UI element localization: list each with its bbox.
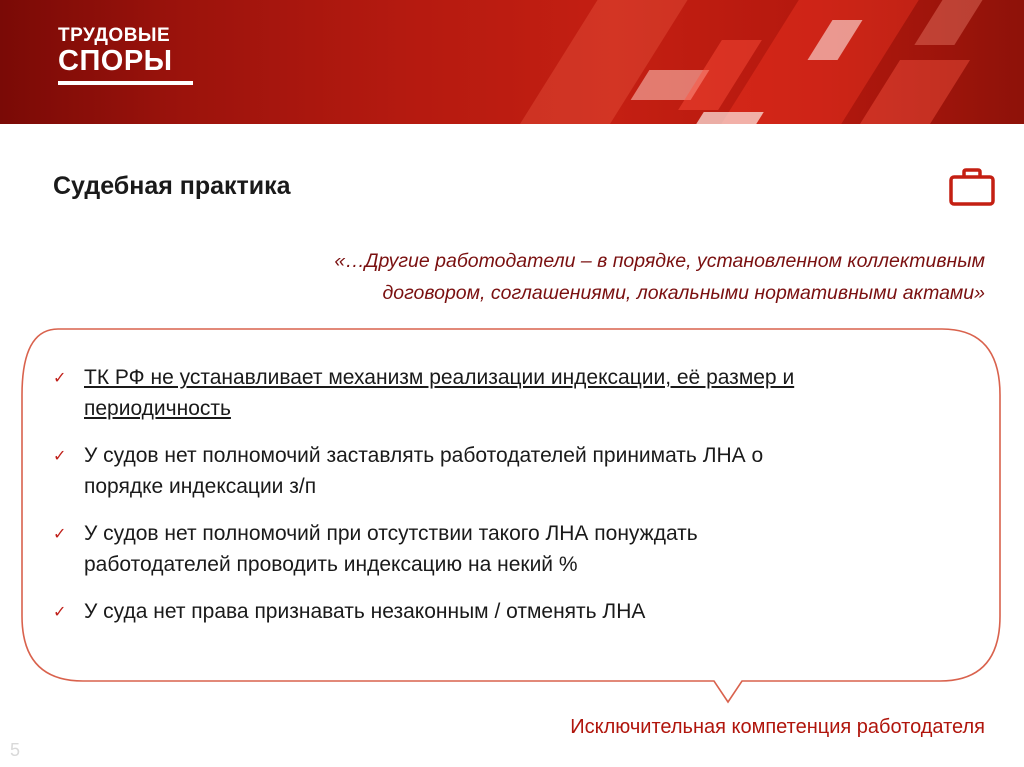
quote-line2: договором, соглашениями, локальными нормативными актами» [382,282,985,304]
logo-line2: СПОРЫ [58,45,173,77]
item-text: У судов нет полномочий заставлять работодателей принимать ЛНА о [84,444,764,467]
item-text: работодателей проводить индексацию на некий % [84,553,578,576]
quote-line1: «…Другие работодатели – в порядке, установленном коллективным [334,250,985,272]
points-list [53,362,978,643]
item-text: ТК РФ не устанавливает механизм реализации индексации, её размер и [84,366,795,389]
page-number: 5 [10,740,21,760]
check-icon: ✓ [53,604,67,621]
item-text: У суда нет права признавать незаконным / отменять ЛНА [84,600,646,623]
list-item [53,440,978,502]
page-title: Судебная практика [53,172,291,200]
item-text: периодичность [84,397,231,420]
item-text: У судов нет полномочий при отсутствии такого ЛНА понуждать [84,522,698,545]
item-text: порядке индексации з/п [84,475,317,498]
logo-line1: ТРУДОВЫЕ [58,25,171,46]
list-item [53,596,978,627]
list-item [53,518,978,580]
conclusion-text: Исключительная компетенция работодателя [570,716,985,738]
check-icon: ✓ [53,526,67,543]
list-item [53,362,978,424]
check-icon: ✓ [53,370,67,387]
check-icon: ✓ [53,448,67,465]
